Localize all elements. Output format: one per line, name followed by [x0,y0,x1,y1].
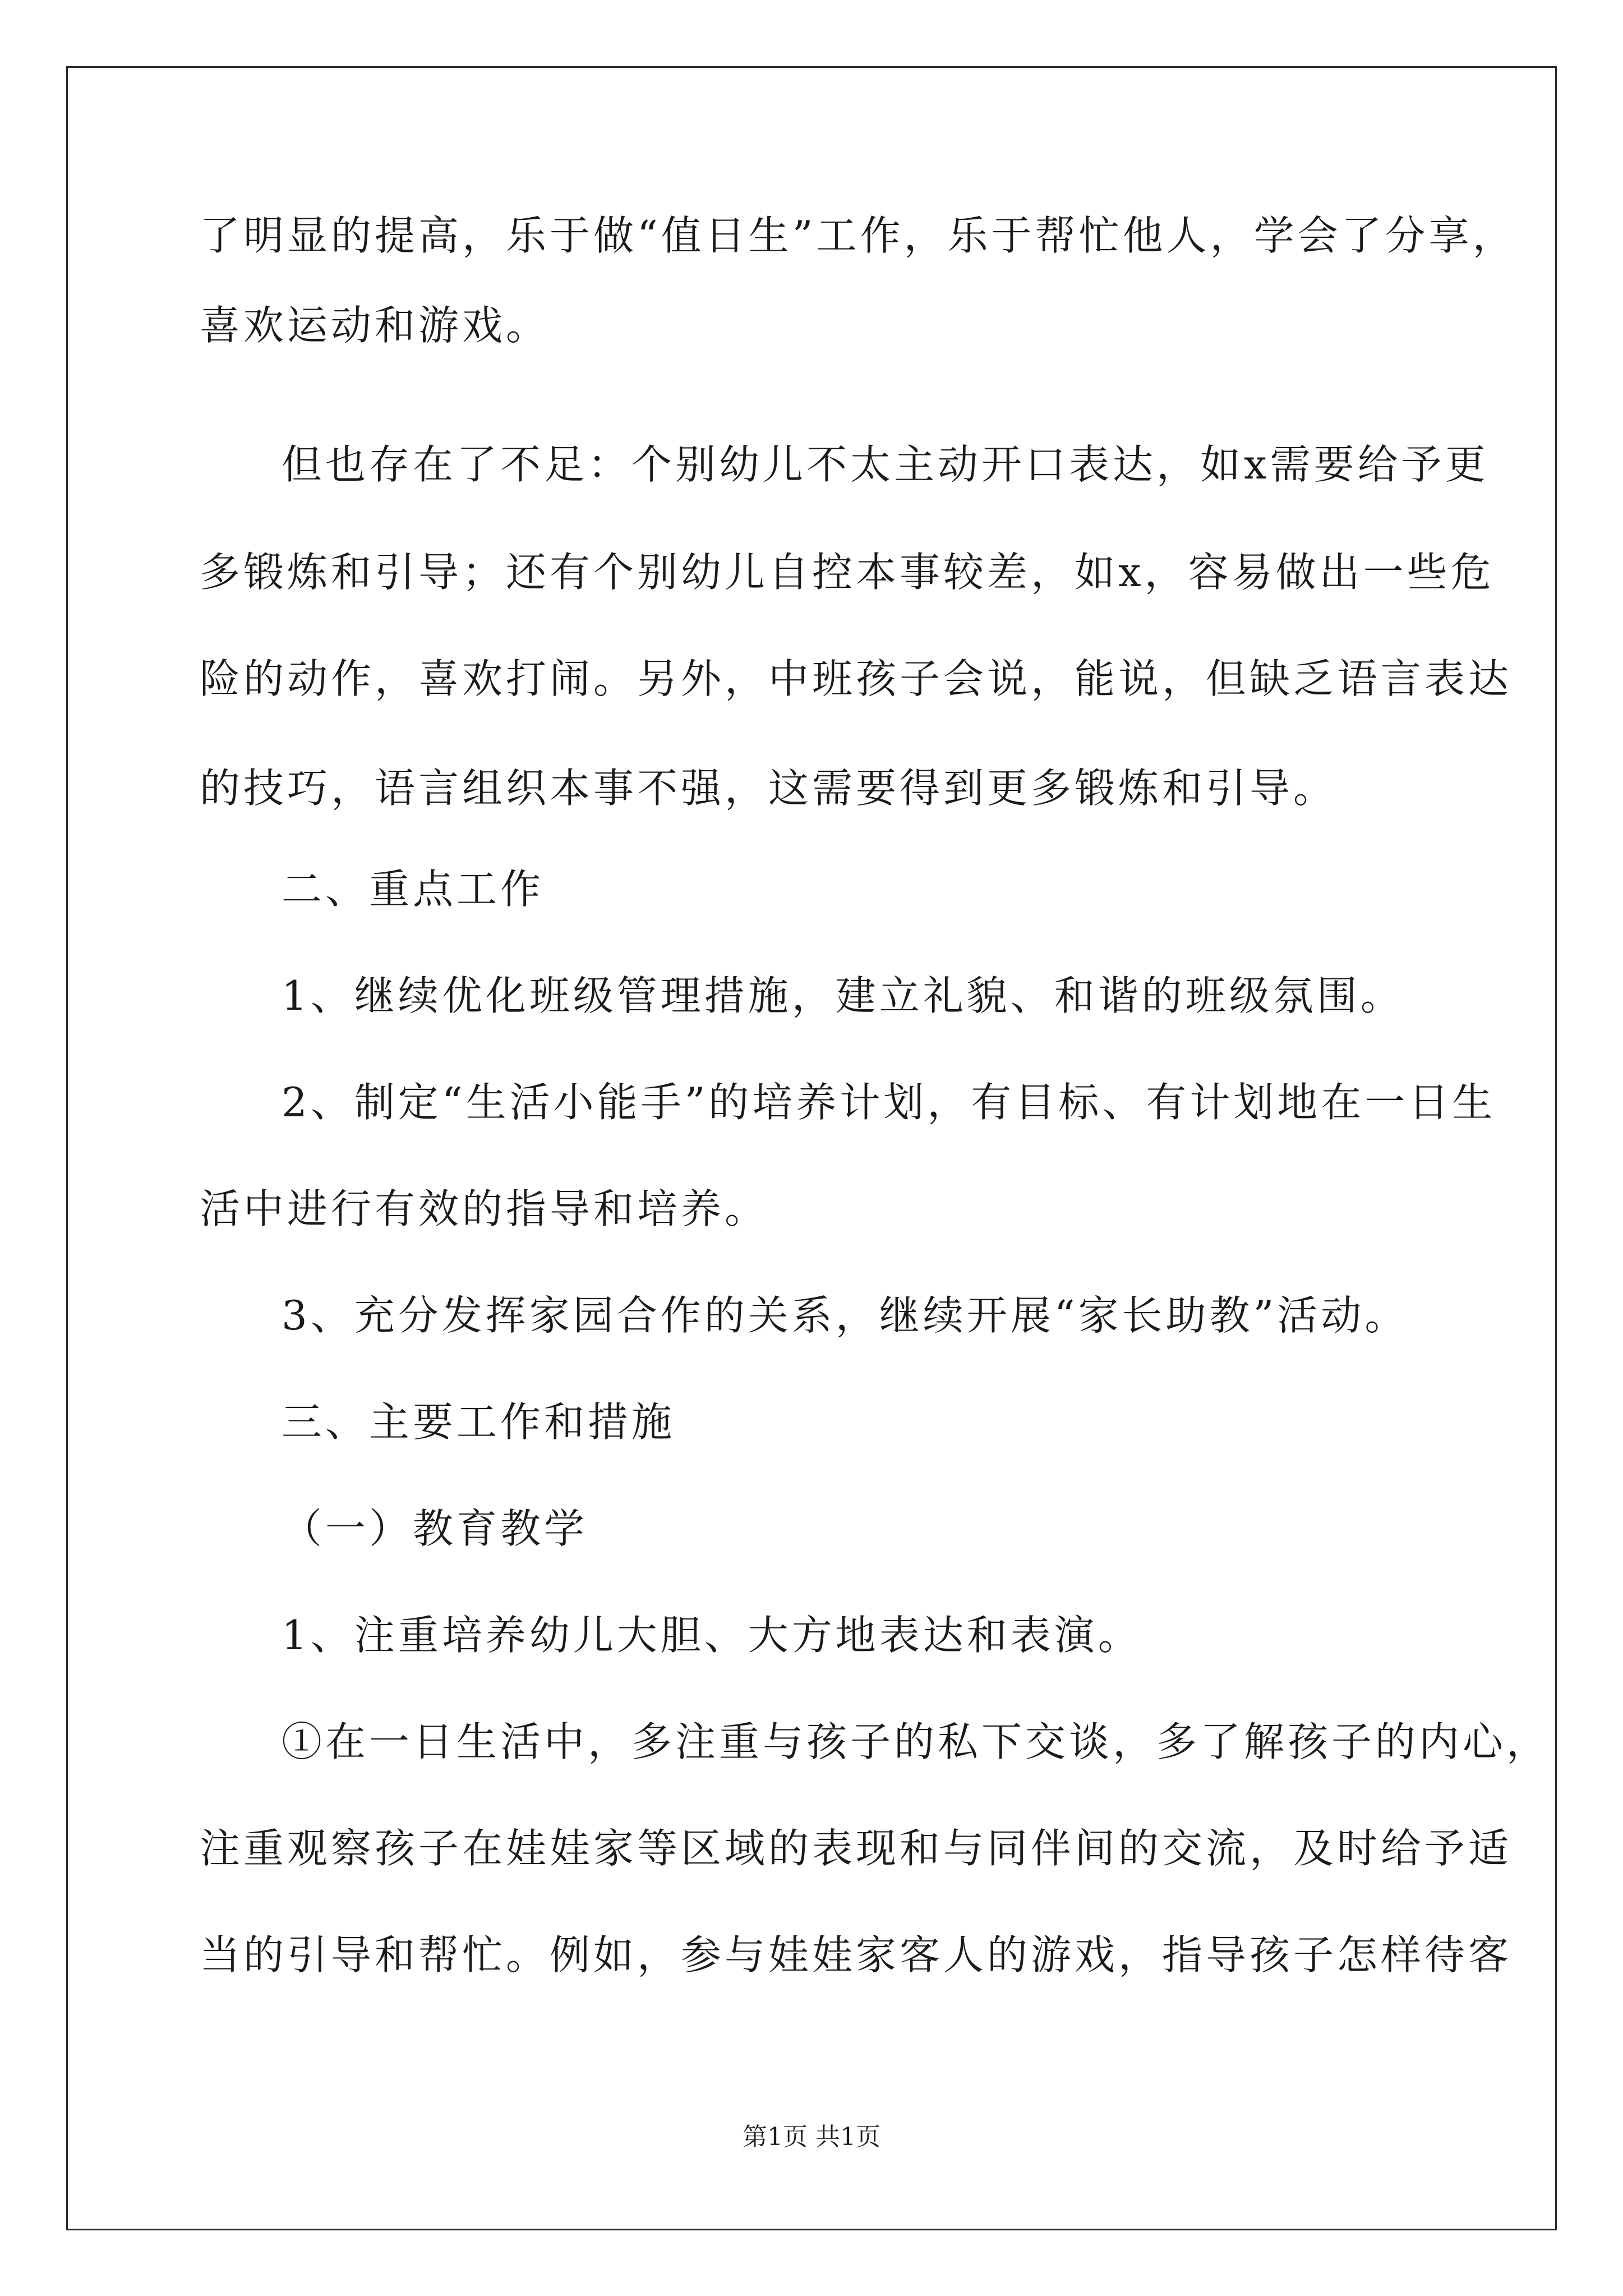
body-text-line: ①在一日生活中，多注重与孩子的私下交谈，多了解孩子的内心， [282,1718,1551,1765]
body-text-line: 2、制定“生活小能手”的培养计划，有目标、有计划地在一日生 [282,1079,1496,1126]
body-text-line: 活中进行有效的指导和培养。 [200,1185,769,1232]
body-text-line: 但也存在了不足：个别幼儿不太主动开口表达，如x需要给予更 [282,441,1489,488]
body-text-line: 了明显的提高，乐于做“值日生”工作，乐于帮忙他人，学会了分享， [200,212,1516,259]
body-text-line: 险的动作，喜欢打闹。另外，中班孩子会说，能说，但缺乏语言表达 [200,655,1513,702]
body-text-line: 3、充分发挥家园合作的关系，继续开展“家长助教”活动。 [282,1292,1409,1339]
page-border [66,66,1557,2230]
page-number-footer: 第1页 共1页 [743,2123,880,2151]
body-text-line: 1、继续优化班级管理措施，建立礼貌、和谐的班级氛围。 [282,972,1404,1019]
body-text-line: 1、注重培养幼儿大胆、大方地表达和表演。 [282,1612,1142,1659]
subsection-heading: （一）教育教学 [282,1505,588,1552]
body-text-line: 的技巧，语言组织本事不强，这需要得到更多锻炼和引导。 [200,765,1338,812]
section-heading: 三、主要工作和措施 [282,1398,676,1446]
section-heading: 二、重点工作 [282,866,545,913]
body-text-line: 当的引导和帮忙。例如，参与娃娃家客人的游戏，指导孩子怎样待客 [200,1931,1513,1978]
body-text-line: 多锻炼和引导；还有个别幼儿自控本事较差，如x，容易做出一些危 [200,549,1495,596]
body-text-line: 注重观察孩子在娃娃家等区域的表现和与同伴间的交流，及时给予适 [200,1825,1513,1872]
body-text-line: 喜欢运动和游戏。 [200,302,550,349]
